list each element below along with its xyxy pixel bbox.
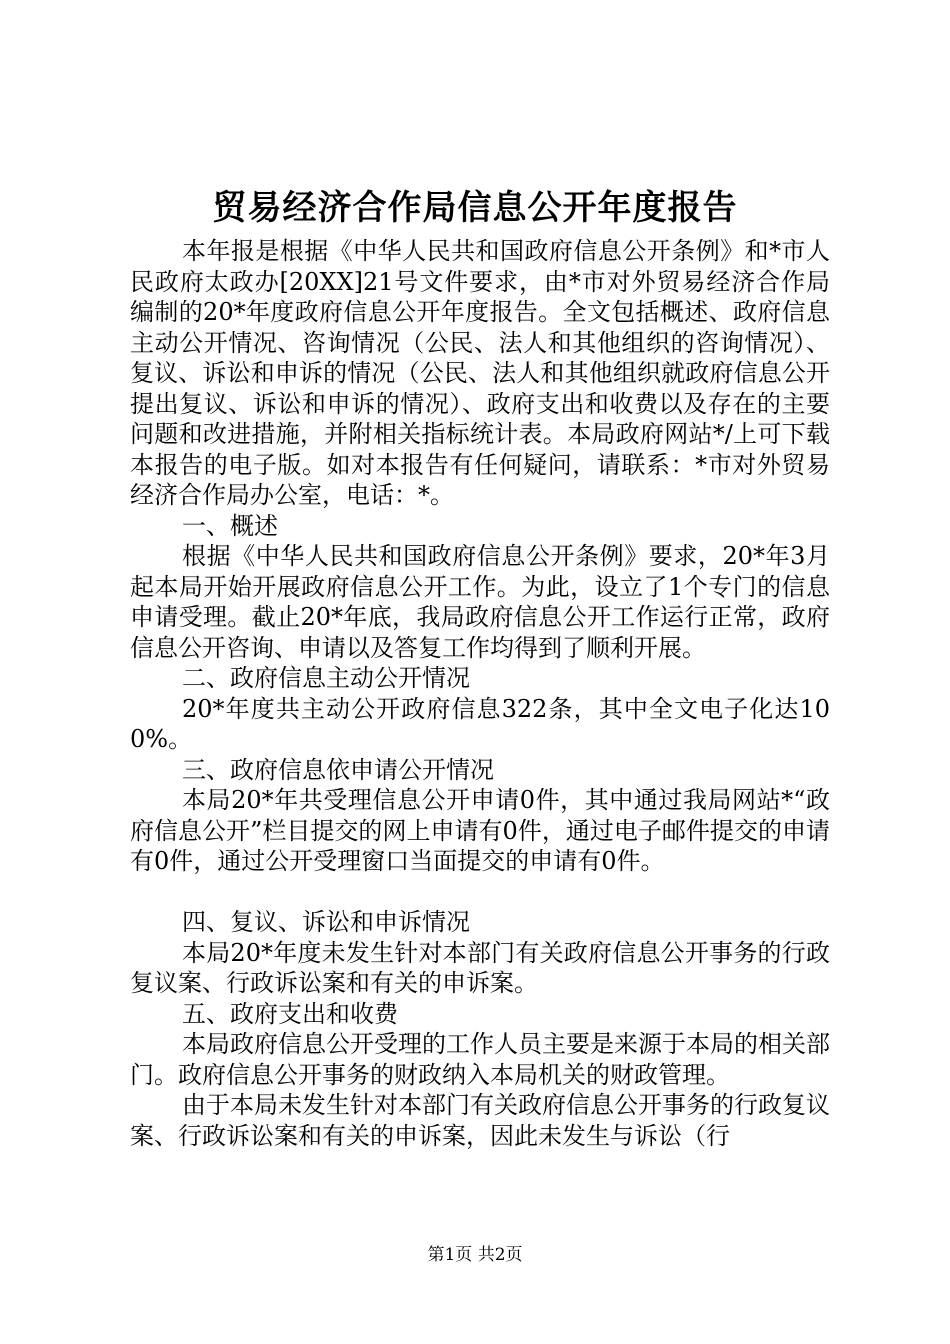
section-paragraph: 由于本局未发生针对本部门有关政府信息公开事务的行政复议案、行政诉讼案和有关的申诉案，因此未发生与诉讼（行	[130, 1091, 830, 1150]
section-heading-review-litigation: 四、复议、诉讼和申诉情况	[182, 908, 470, 936]
section-paragraph: 本局20*年度未发生针对本部门有关政府信息公开事务的行政复议案、行政诉讼案和有关的申诉案。	[130, 938, 830, 997]
section-heading-request-disclosure: 三、政府信息依申请公开情况	[182, 755, 494, 784]
section-paragraph: 根据《中华人民共和国政府信息公开条例》要求，20*年3月起本局开始开展政府信息公开工作。为此，设立了1个专门的信息申请受理。截止20*年底，我局政府信息公开工作运行正常，政府信息公开咨询、申请以及答复工作均得到了顺利开展。	[130, 542, 830, 662]
page-indicator: 第1页 共2页	[427, 1245, 523, 1265]
section-heading-expenditure-fees: 五、政府支出和收费	[182, 999, 398, 1028]
section-paragraph: 20*年度共主动公开政府信息322条，其中全文电子化达100%。	[130, 694, 830, 753]
section-heading-proactive-disclosure: 二、政府信息主动公开情况	[182, 664, 470, 692]
section-paragraph: 本局20*年共受理信息公开申请0件，其中通过我局网站*“政府信息公开”栏目提交的网上申请有0件，通过电子邮件提交的申请有0件，通过公开受理窗口当面提交的申请有0件。	[130, 786, 830, 875]
intro-paragraph: 本年报是根据《中华人民共和国政府信息公开条例》和*市人民政府太政办[20XX]21号文件要求，由*市对外贸易经济合作局编制的20*年度政府信息公开年度报告。全文包括概述、政府信息主动公开情况、咨询情况（公民、法人和其他组织的咨询情况）、复议、诉讼和申诉的情况（公民、法人和其他组织就政府信息公开提出复议、诉讼和申诉的情况）、政府支出和收费以及存在的主要问题和改进措施，并附相关指标统计表。本局政府网站*/上可下载本报告的电子版。如对本报告有任何疑问，请联系：*市对外贸易经济合作局办公室，电话：*。	[130, 237, 830, 509]
section-paragraph: 本局政府信息公开受理的工作人员主要是来源于本局的相关部门。政府信息公开事务的财政纳入本局机关的财政管理。	[130, 1030, 830, 1089]
section-heading-overview: 一、概述	[182, 511, 278, 540]
document-body	[130, 236, 830, 1151]
blank-line	[130, 877, 830, 908]
document-title: 贸易经济合作局信息公开年度报告	[212, 188, 738, 228]
